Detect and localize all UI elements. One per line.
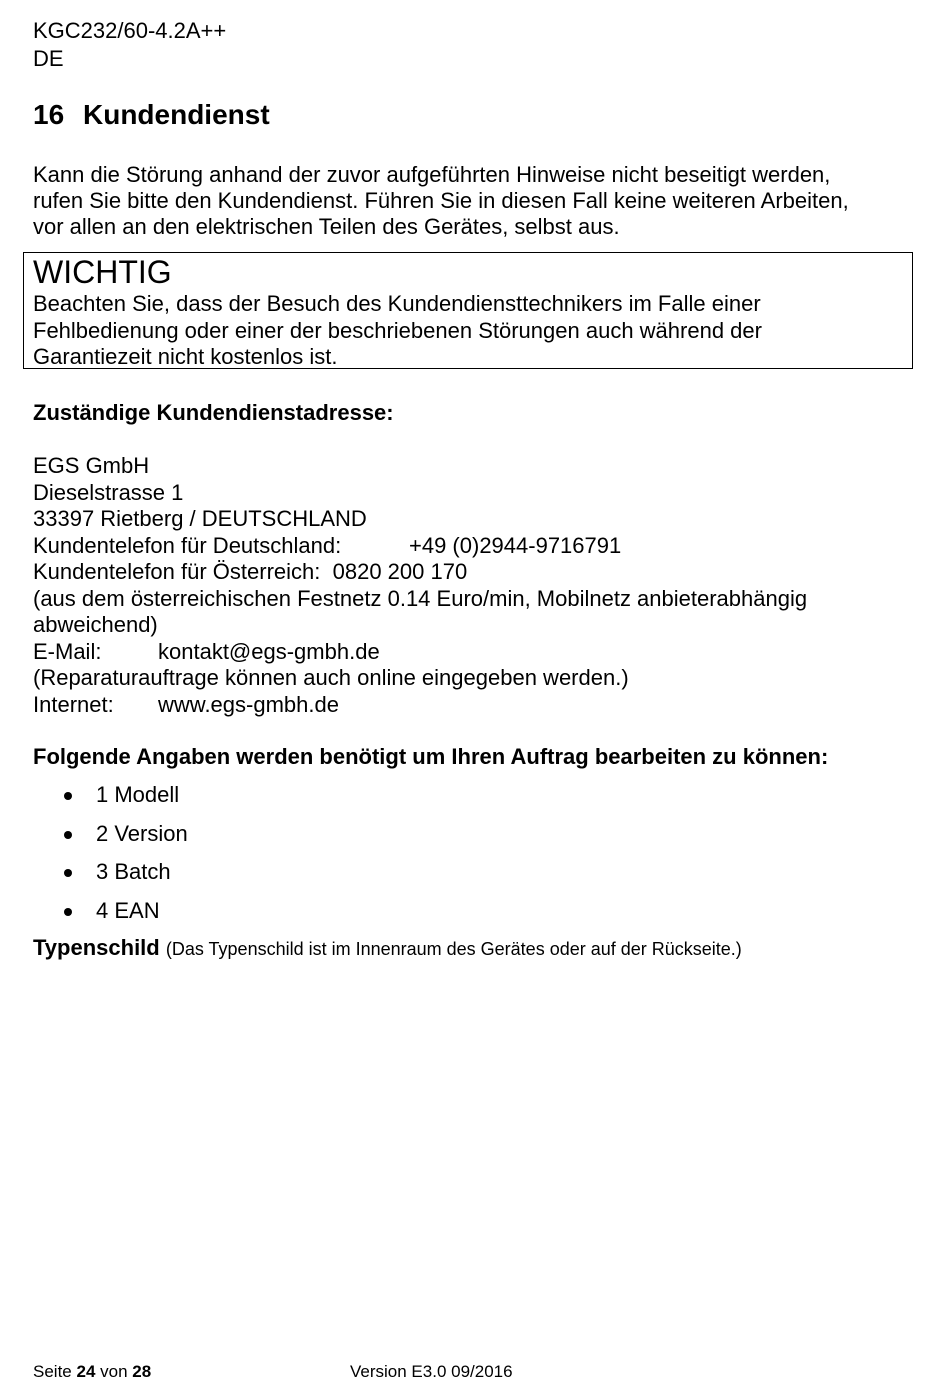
address-heading: Zuständige Kundendienstadresse: (33, 400, 394, 425)
internet-label: Internet: (33, 691, 114, 717)
section-title-text: Kundendienst (83, 99, 270, 130)
phone-de-label: Kundentelefon für Deutschland: (33, 532, 342, 558)
current-page: 24 (76, 1362, 96, 1381)
email-label: E-Mail: (33, 638, 102, 664)
warning-text (33, 291, 762, 371)
section-title (33, 98, 270, 132)
intro-line: vor allen an den elektrischen Teilen des Gerätes, selbst aus. (33, 214, 620, 239)
document-version: Version E3.0 09/2016 (350, 1362, 513, 1381)
warning-line: Beachten Sie, dass der Besuch des Kundendiensttechnikers im Falle einer (33, 291, 761, 316)
warning-box (23, 252, 913, 369)
warning-title: WICHTIG (33, 254, 172, 290)
bullet-icon (64, 908, 72, 916)
city: 33397 Rietberg / DEUTSCHLAND (33, 506, 367, 531)
page-number: Seite 24 von 28 (33, 1362, 152, 1381)
address-block (33, 453, 807, 718)
bullet-icon (64, 869, 72, 877)
required-info-heading: Folgende Angaben werden benötigt um Ihren Auftrag bearbeiten zu können: (33, 744, 829, 769)
section-number: 16 (33, 99, 65, 130)
typeplate-note: (Das Typenschild ist im Innenraum des Gerätes oder auf der Rückseite.) (165, 939, 742, 959)
intro-line: rufen Sie bitte den Kundendienst. Führen Sie in diesen Fall keine weiteren Arbeiten, (33, 188, 849, 213)
internet-link[interactable]: www.egs-gmbh.de (158, 691, 339, 717)
phone-de-number: +49 (0)2944-9716791 (409, 532, 622, 558)
online-note: (Reparaturauftrage können auch online eingegeben werden.) (33, 665, 629, 690)
internet-row (33, 692, 807, 719)
warning-line: Fehlbedienung oder einer der beschriebenen Störungen auch während der (33, 317, 762, 343)
bullet-icon (64, 792, 72, 800)
typeplate-line (33, 935, 742, 962)
phone-de-row (33, 533, 807, 560)
phone-at-label: Kundentelefon für Österreich: (33, 559, 321, 584)
email-row (33, 639, 807, 666)
language-code: DE (33, 46, 64, 71)
street: Dieselstrasse 1 (33, 479, 184, 505)
intro-line: Kann die Störung anhand der zuvor aufgeführten Hinweise nicht beseitigt werden, (33, 162, 831, 187)
phone-at-number: 0820 200 170 (332, 559, 468, 584)
phone-at-note: (aus dem österreichischen Festnetz 0.14 Euro/min, Mobilnetz anbieterabhängig (33, 585, 808, 611)
phone-at-note-cont: abweichend) (33, 612, 158, 637)
company-name: EGS GmbH (33, 453, 150, 478)
model-number: KGC232/60-4.2A++ (33, 18, 227, 43)
email-link[interactable]: kontakt@egs-gmbh.de (158, 638, 380, 664)
total-pages: 28 (132, 1362, 152, 1381)
warning-line: Garantiezeit nicht kostenlos ist. (33, 344, 338, 369)
intro-paragraph (33, 162, 849, 240)
bullet-icon (64, 831, 72, 839)
phone-at-row (33, 559, 807, 586)
typeplate-label: Typenschild (33, 935, 160, 960)
